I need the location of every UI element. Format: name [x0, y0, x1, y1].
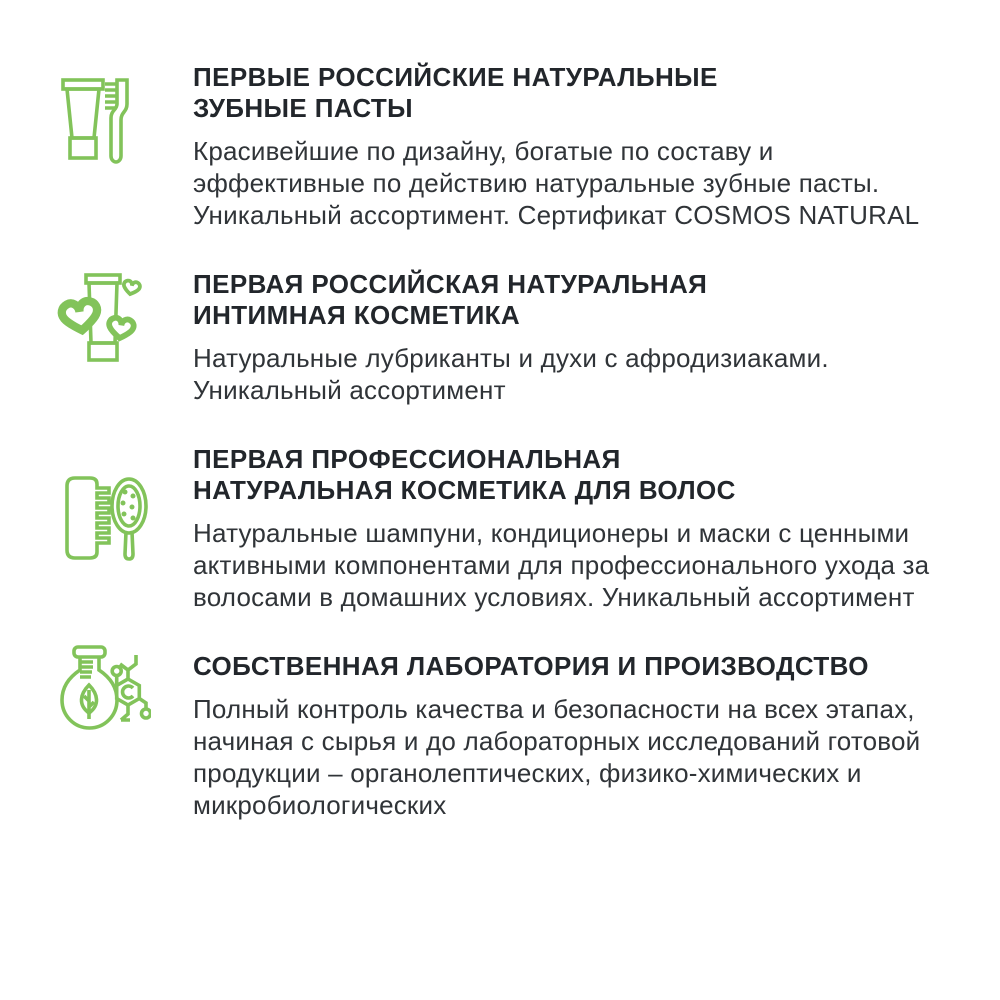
feature-title-line: ПЕРВАЯ ПРОФЕССИОНАЛЬНАЯ [193, 444, 621, 474]
feature-item-laboratory [0, 651, 1000, 821]
feature-title-line: ЗУБНЫЕ ПАСТЫ [193, 93, 414, 123]
feature-title-line: НАТУРАЛЬНАЯ КОСМЕТИКА ДЛЯ ВОЛОС [193, 475, 736, 505]
feature-item-intimate-cosmetics [0, 269, 1000, 406]
feature-title [193, 62, 941, 124]
feature-text [193, 62, 941, 231]
lab-flask-molecule-icon [54, 643, 152, 739]
feature-title-line: ПЕРВАЯ РОССИЙСКАЯ НАТУРАЛЬНАЯ [193, 269, 708, 299]
feature-title-line: СОБСТВЕННАЯ ЛАБОРАТОРИЯ И ПРОИЗВОДСТВО [193, 651, 869, 681]
comb-hairbrush-icon [54, 470, 152, 566]
feature-description: Полный контроль качества и безопасности на всех этапах, начиная с сырья и до лабораторных исследований готовой продукции – органолептических, физико-химических и микробиологических [193, 694, 921, 820]
feature-description: Натуральные шампуни, кондиционеры и маски с ценными активными компонентами для профессионального ухода за волосами в домашних условиях. Уникальный ассортимент [193, 518, 930, 612]
feature-title [193, 269, 941, 331]
feature-item-toothpastes [0, 62, 1000, 231]
toothpaste-toothbrush-icon [54, 74, 152, 170]
intimate-cosmetics-tube-hearts-icon [54, 271, 152, 367]
feature-text [193, 269, 941, 406]
feature-description: Натуральные лубриканты и духи с афродизиаками. Уникальный ассортимент [193, 343, 829, 405]
feature-title [193, 444, 941, 506]
feature-title [193, 651, 941, 682]
feature-description: Красивейшие по дизайну, богатые по составу и эффективные по действию натуральные зубные пасты. Уникальный ассортимент. Сертификат COSMOS NATURAL [193, 136, 920, 230]
feature-title-line: ПЕРВЫЕ РОССИЙСКИЕ НАТУРАЛЬНЫЕ [193, 62, 718, 92]
feature-title-line: ИНТИМНАЯ КОСМЕТИКА [193, 300, 521, 330]
feature-item-hair-cosmetics [0, 444, 1000, 613]
feature-text [193, 444, 941, 613]
feature-text [193, 651, 941, 821]
